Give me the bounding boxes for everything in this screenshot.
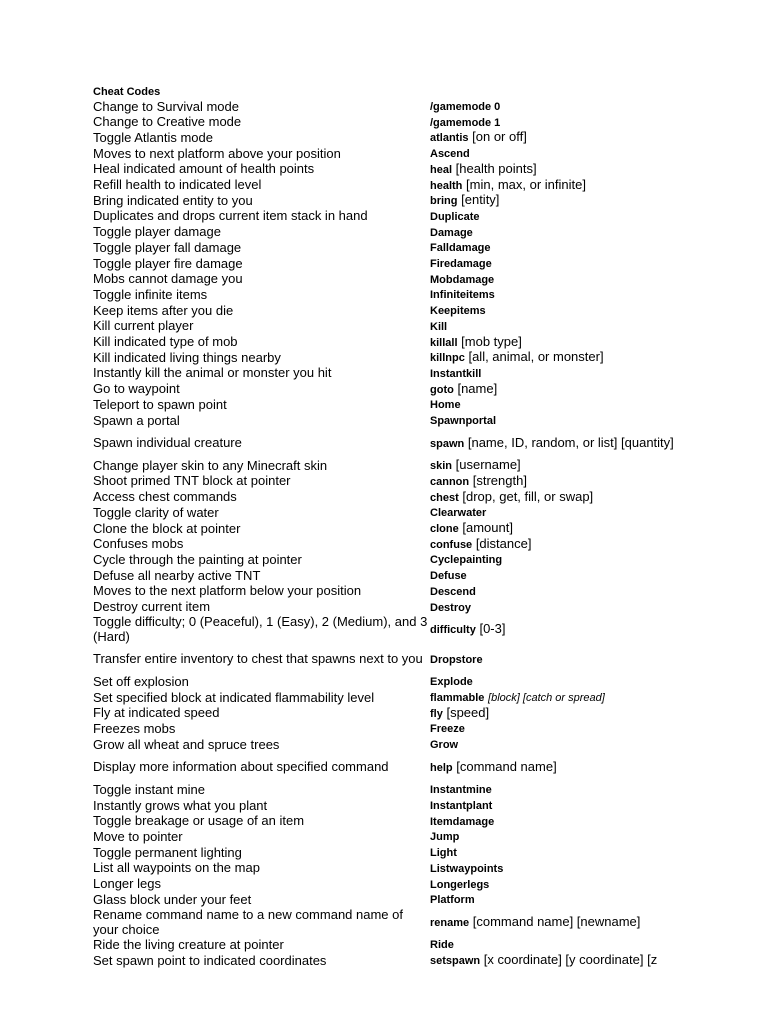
cheat-command bbox=[430, 350, 693, 366]
command-name: Spawnportal bbox=[430, 415, 497, 428]
cheat-command bbox=[430, 413, 693, 429]
command-arguments: [min, max, or infinite] bbox=[466, 177, 586, 192]
cheat-description: Longer legs bbox=[93, 876, 161, 892]
command-name: Platform bbox=[430, 894, 475, 907]
cheat-description: Toggle instant mine bbox=[93, 781, 206, 797]
command-name: Light bbox=[430, 847, 457, 860]
cheat-description: Toggle infinite items bbox=[93, 286, 208, 302]
command-name: health bbox=[430, 179, 463, 192]
command-arguments: [distance] bbox=[475, 536, 532, 551]
cheat-command bbox=[430, 366, 693, 382]
command-name: Longerlegs bbox=[430, 878, 490, 891]
command-arguments: [command name] [newname] bbox=[472, 914, 641, 929]
cheat-row bbox=[93, 429, 693, 459]
cheat-description: Freezes mobs bbox=[93, 720, 176, 736]
cheat-row bbox=[93, 615, 693, 645]
cheat-row bbox=[93, 568, 693, 584]
command-name: difficulty bbox=[430, 624, 476, 637]
command-name: Defuse bbox=[430, 570, 467, 583]
cheat-description: Defuse all nearby active TNT bbox=[93, 567, 261, 583]
command-name: bring bbox=[430, 195, 458, 208]
cheat-row bbox=[93, 584, 693, 600]
cheat-row bbox=[93, 193, 693, 209]
command-name: Ride bbox=[430, 939, 454, 952]
command-name: flammable bbox=[430, 692, 485, 704]
cheat-command bbox=[430, 521, 693, 537]
cheat-description: Toggle clarity of water bbox=[93, 504, 219, 520]
cheat-description: Kill indicated living things nearby bbox=[93, 349, 281, 365]
cheat-description: Rename command name to a new command name of your choice bbox=[93, 906, 403, 937]
cheat-command bbox=[430, 552, 693, 568]
command-name: killnpc bbox=[430, 352, 465, 365]
cheat-command bbox=[430, 953, 693, 969]
command-name: confuse bbox=[430, 538, 473, 551]
cheat-command bbox=[430, 537, 693, 553]
command-name: Instantmine bbox=[430, 784, 492, 797]
cheat-row bbox=[93, 505, 693, 521]
page-title: Cheat Codes bbox=[93, 86, 161, 98]
cheat-command bbox=[430, 782, 693, 798]
command-arguments: [health points] bbox=[455, 161, 537, 176]
cheat-row bbox=[93, 319, 693, 335]
cheat-description: Toggle player damage bbox=[93, 224, 221, 240]
cheat-row bbox=[93, 674, 693, 690]
cheat-description: Set off explosion bbox=[93, 673, 189, 689]
command-name: Instantkill bbox=[430, 367, 482, 380]
cheat-description: Ride the living creature at pointer bbox=[93, 936, 284, 952]
command-name: Clearwater bbox=[430, 507, 487, 520]
cheat-row bbox=[93, 335, 693, 351]
cheat-command bbox=[430, 240, 693, 256]
cheat-description: Destroy current item bbox=[93, 599, 211, 615]
cheat-description: Change player skin to any Minecraft skin bbox=[93, 457, 328, 473]
command-name: Destroy bbox=[430, 601, 471, 614]
cheat-command bbox=[430, 737, 693, 753]
cheat-command bbox=[430, 760, 693, 776]
cheat-command bbox=[430, 115, 693, 131]
command-name: Grow bbox=[430, 739, 459, 752]
cheat-row bbox=[93, 209, 693, 225]
command-arguments: [x coordinate] [y coordinate] [z bbox=[483, 953, 658, 968]
command-name: Freeze bbox=[430, 723, 465, 736]
command-arguments: [speed] bbox=[446, 705, 490, 720]
cheat-row bbox=[93, 272, 693, 288]
cheat-command bbox=[430, 798, 693, 814]
cheat-description: Instantly kill the animal or monster you hit bbox=[93, 365, 332, 381]
cheat-command bbox=[430, 568, 693, 584]
command-name: Home bbox=[430, 399, 461, 412]
command-name: /gamemode 1 bbox=[430, 116, 501, 129]
command-name: Infiniteitems bbox=[430, 289, 495, 302]
cheat-description: Refill health to indicated level bbox=[93, 177, 262, 193]
cheat-description: Cycle through the painting at pointer bbox=[93, 551, 302, 567]
cheat-description: Keep items after you die bbox=[93, 302, 234, 318]
cheat-row bbox=[93, 397, 693, 413]
cheat-description: Instantly grows what you plant bbox=[93, 797, 268, 813]
cheat-row bbox=[93, 115, 693, 131]
command-name: Dropstore bbox=[430, 653, 483, 666]
cheat-description: Transfer entire inventory to chest that spawns next to you bbox=[93, 651, 423, 667]
cheat-description: Set specified block at indicated flammability level bbox=[93, 689, 375, 705]
cheat-row bbox=[93, 458, 693, 474]
cheat-row bbox=[93, 162, 693, 178]
cheat-command bbox=[430, 505, 693, 521]
cheat-command bbox=[430, 490, 693, 506]
command-name: Itemdamage bbox=[430, 815, 495, 828]
cheat-command bbox=[430, 209, 693, 225]
command-name: clone bbox=[430, 523, 459, 536]
cheat-command bbox=[430, 829, 693, 845]
cheat-command bbox=[430, 436, 693, 452]
cheat-description: Toggle player fall damage bbox=[93, 239, 242, 255]
cheat-row bbox=[93, 521, 693, 537]
cheat-description: Fly at indicated speed bbox=[93, 705, 220, 721]
cheat-row bbox=[93, 737, 693, 753]
cheat-description: Mobs cannot damage you bbox=[93, 271, 243, 287]
command-name: rename bbox=[430, 916, 470, 929]
cheat-description: Duplicates and drops current item stack in hand bbox=[93, 208, 368, 224]
command-name: chest bbox=[430, 491, 459, 504]
cheat-row bbox=[93, 782, 693, 798]
cheat-row bbox=[93, 303, 693, 319]
cheat-description: Teleport to spawn point bbox=[93, 396, 227, 412]
cheat-row bbox=[93, 537, 693, 553]
cheat-code-list bbox=[93, 99, 693, 969]
cheat-command bbox=[430, 335, 693, 351]
cheat-row bbox=[93, 240, 693, 256]
cheat-command bbox=[430, 397, 693, 413]
command-name: Ascend bbox=[430, 148, 470, 161]
command-name: Firedamage bbox=[430, 258, 492, 271]
command-arguments: [block] [catch or spread] bbox=[488, 692, 605, 704]
cheat-command bbox=[430, 721, 693, 737]
command-name: Cyclepainting bbox=[430, 554, 503, 567]
command-arguments: [username] bbox=[455, 458, 521, 473]
cheat-command bbox=[430, 474, 693, 490]
cheat-description: Kill indicated type of mob bbox=[93, 334, 238, 350]
cheat-description: Moves to next platform above your position bbox=[93, 145, 341, 161]
command-name: Keepitems bbox=[430, 305, 486, 318]
cheat-description: Toggle breakage or usage of an item bbox=[93, 813, 305, 829]
cheat-description: Heal indicated amount of health points bbox=[93, 161, 315, 177]
cheat-row bbox=[93, 953, 693, 969]
cheat-description: Glass block under your feet bbox=[93, 891, 252, 907]
cheat-command bbox=[430, 256, 693, 272]
cheat-description: Move to pointer bbox=[93, 828, 183, 844]
command-name: /gamemode 0 bbox=[430, 101, 501, 113]
cheat-command bbox=[430, 937, 693, 953]
cheat-description: Spawn a portal bbox=[93, 412, 180, 428]
cheat-description: Change to Survival mode bbox=[93, 98, 239, 114]
cheat-description: Spawn individual creature bbox=[93, 435, 242, 451]
cheat-row bbox=[93, 256, 693, 272]
cheat-description: Toggle player fire damage bbox=[93, 255, 243, 271]
cheat-command bbox=[430, 861, 693, 877]
cheat-row bbox=[93, 178, 693, 194]
cheat-description: Access chest commands bbox=[93, 489, 237, 505]
cheat-row bbox=[93, 721, 693, 737]
cheat-command bbox=[430, 690, 693, 706]
cheat-row bbox=[93, 814, 693, 830]
cheat-command bbox=[430, 915, 693, 931]
command-arguments: [command name] bbox=[456, 759, 557, 774]
cheat-row bbox=[93, 690, 693, 706]
cheat-row bbox=[93, 600, 693, 616]
cheat-command bbox=[430, 622, 693, 638]
cheat-row bbox=[93, 753, 693, 783]
cheat-row bbox=[93, 413, 693, 429]
cheat-command bbox=[430, 674, 693, 690]
cheat-description: Toggle difficulty; 0 (Peaceful), 1 (Easy), 2 (Medium), and 3 (Hard) bbox=[93, 614, 428, 645]
cheat-description: Toggle permanent lighting bbox=[93, 844, 242, 860]
cheat-command bbox=[430, 303, 693, 319]
command-arguments: [strength] bbox=[472, 473, 527, 488]
cheat-command bbox=[430, 162, 693, 178]
cheat-description: List all waypoints on the map bbox=[93, 860, 260, 876]
cheat-description: Kill current player bbox=[93, 318, 194, 334]
command-arguments: [name, ID, random, or list] [quantity] bbox=[467, 435, 674, 450]
command-name: Descend bbox=[430, 585, 476, 598]
cheat-command bbox=[430, 892, 693, 908]
cheat-command bbox=[430, 272, 693, 288]
cheat-command bbox=[430, 319, 693, 335]
cheat-command bbox=[430, 600, 693, 616]
cheat-row bbox=[93, 382, 693, 398]
cheat-row bbox=[93, 146, 693, 162]
command-name: Instantplant bbox=[430, 800, 493, 813]
cheat-description: Go to waypoint bbox=[93, 381, 180, 397]
cheat-command bbox=[430, 584, 693, 600]
cheat-command bbox=[430, 382, 693, 398]
command-name: Mobdamage bbox=[430, 273, 495, 286]
cheat-description: Set spawn point to indicated coordinates bbox=[93, 952, 327, 968]
command-arguments: [entity] bbox=[461, 193, 500, 208]
command-arguments: [amount] bbox=[462, 521, 513, 536]
cheat-description: Grow all wheat and spruce trees bbox=[93, 736, 280, 752]
command-name: goto bbox=[430, 383, 454, 396]
cheat-row bbox=[93, 861, 693, 877]
command-name: spawn bbox=[430, 437, 465, 450]
cheat-command bbox=[430, 178, 693, 194]
cheat-command bbox=[430, 877, 693, 893]
cheat-command bbox=[430, 146, 693, 162]
cheat-row bbox=[93, 490, 693, 506]
cheat-row bbox=[93, 645, 693, 675]
cheat-row bbox=[93, 552, 693, 568]
cheat-row bbox=[93, 706, 693, 722]
cheat-row bbox=[93, 877, 693, 893]
command-arguments: [mob type] bbox=[461, 334, 522, 349]
cheat-row bbox=[93, 366, 693, 382]
cheat-description: Toggle Atlantis mode bbox=[93, 129, 213, 145]
cheat-command bbox=[430, 814, 693, 830]
cheat-row bbox=[93, 829, 693, 845]
command-arguments: [all, animal, or monster] bbox=[468, 350, 604, 365]
command-name: Jump bbox=[430, 831, 460, 844]
command-name: Explode bbox=[430, 676, 473, 689]
cheat-command bbox=[430, 652, 693, 668]
command-arguments: [drop, get, fill, or swap] bbox=[462, 489, 594, 504]
cheat-row bbox=[93, 350, 693, 366]
command-name: Kill bbox=[430, 320, 448, 333]
command-name: help bbox=[430, 761, 453, 774]
command-arguments: [name] bbox=[457, 381, 498, 396]
cheat-description: Bring indicated entity to you bbox=[93, 192, 253, 208]
cheat-row bbox=[93, 225, 693, 241]
command-name: Listwaypoints bbox=[430, 862, 504, 875]
command-name: heal bbox=[430, 163, 453, 176]
command-name: Duplicate bbox=[430, 210, 480, 223]
cheat-command bbox=[430, 193, 693, 209]
cheat-description: Change to Creative mode bbox=[93, 114, 242, 130]
command-name: Falldamage bbox=[430, 242, 491, 255]
cheat-description: Confuses mobs bbox=[93, 536, 184, 552]
cheat-description: Moves to the next platform below your position bbox=[93, 583, 362, 599]
cheat-description: Clone the block at pointer bbox=[93, 520, 241, 536]
cheat-row bbox=[93, 798, 693, 814]
cheat-row bbox=[93, 892, 693, 908]
cheat-row bbox=[93, 474, 693, 490]
cheat-row bbox=[93, 99, 693, 115]
cheat-description: Display more information about specified command bbox=[93, 759, 389, 775]
command-name: atlantis bbox=[430, 132, 469, 145]
cheat-row bbox=[93, 908, 693, 938]
command-name: setspawn bbox=[430, 955, 481, 968]
cheat-row bbox=[93, 287, 693, 303]
cheat-command bbox=[430, 458, 693, 474]
cheat-command bbox=[430, 845, 693, 861]
command-name: killall bbox=[430, 336, 458, 349]
cheat-command bbox=[430, 225, 693, 241]
command-name: fly bbox=[430, 707, 443, 720]
cheat-row bbox=[93, 845, 693, 861]
cheat-row bbox=[93, 130, 693, 146]
cheat-command bbox=[430, 130, 693, 146]
command-arguments: [0-3] bbox=[479, 622, 506, 637]
cheat-command bbox=[430, 706, 693, 722]
cheat-command bbox=[430, 99, 693, 115]
command-name: Damage bbox=[430, 226, 473, 239]
cheat-row bbox=[93, 937, 693, 953]
cheat-description: Shoot primed TNT block at pointer bbox=[93, 473, 291, 489]
command-name: cannon bbox=[430, 475, 470, 488]
command-arguments: [on or off] bbox=[472, 130, 527, 145]
cheat-codes-document bbox=[93, 85, 693, 969]
cheat-command bbox=[430, 287, 693, 303]
command-name: skin bbox=[430, 460, 453, 473]
